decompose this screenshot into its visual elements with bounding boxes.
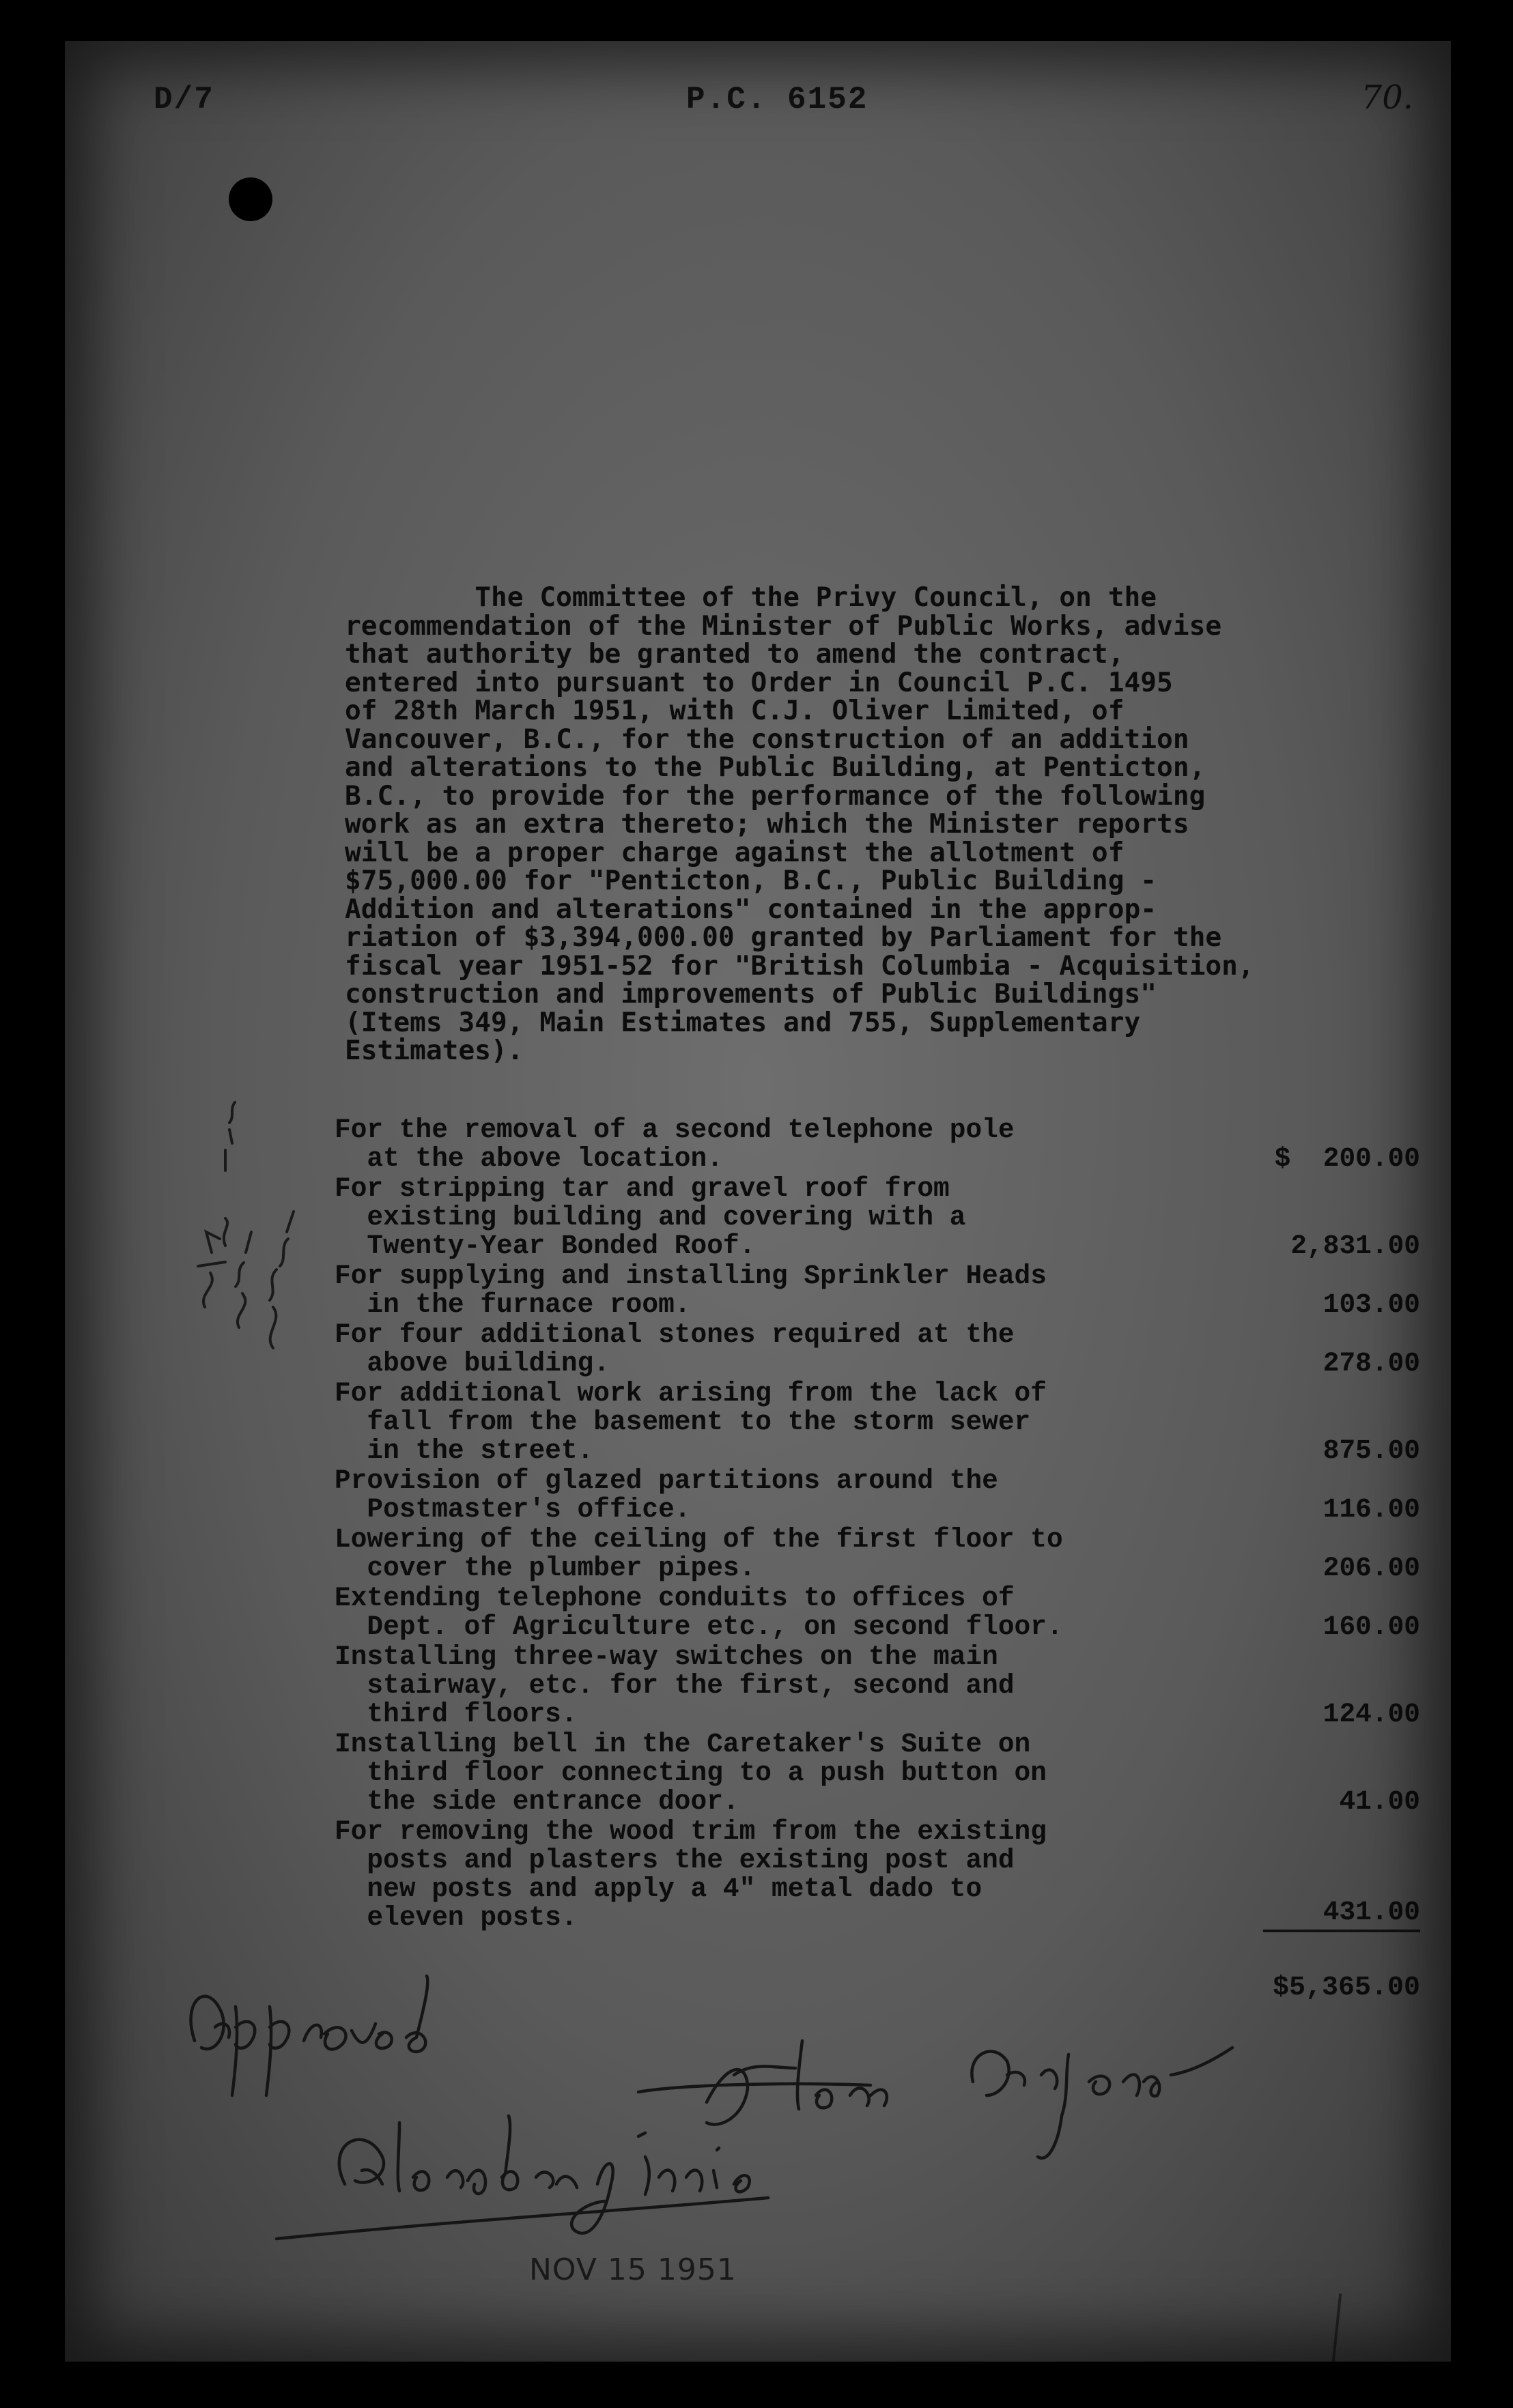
date-stamp: NOV 15 1951 <box>529 2252 737 2287</box>
work-item-description-line: cover the plumber pipes. <box>335 1553 756 1583</box>
work-item-description-line: at the above location. <box>335 1143 723 1174</box>
work-item-amount: 160.00 <box>1323 1611 1420 1642</box>
work-item-amount: 2,831.00 <box>1290 1231 1420 1261</box>
work-item-description-line: Installing bell in the Caretaker's Suite on <box>335 1729 1031 1760</box>
work-item <box>335 1467 1420 1524</box>
work-item-description-line: For stripping tar and gravel roof from <box>335 1173 950 1204</box>
work-item-description-line: existing building and covering with a <box>335 1202 966 1233</box>
file-code: D/7 <box>154 82 214 117</box>
work-item-description-line: above building. <box>335 1348 610 1379</box>
work-item <box>335 1116 1420 1173</box>
document-page <box>65 41 1451 2362</box>
work-item-description-line: third floor connecting to a push button on <box>335 1758 1047 1788</box>
work-item-amount: 124.00 <box>1323 1699 1420 1730</box>
hole-punch-mark <box>229 177 272 221</box>
work-item <box>335 1584 1420 1642</box>
work-item-description-line: third floors. <box>335 1699 578 1730</box>
work-item-description-line: Twenty-Year Bonded Roof. <box>335 1231 756 1261</box>
work-item-description-line: Postmaster's office. <box>335 1494 691 1525</box>
work-item <box>335 1379 1420 1465</box>
work-item-description-line: fall from the basement to the storm sewer <box>335 1407 1031 1437</box>
work-item-description-line: For four additional stones required at the <box>335 1319 1015 1350</box>
work-item-description-line: Installing three-way switches on the main <box>335 1642 998 1672</box>
work-item <box>335 1730 1420 1816</box>
work-item-description-line: in the furnace room. <box>335 1289 691 1320</box>
work-item-amount: 278.00 <box>1323 1348 1420 1379</box>
work-item-amount: 206.00 <box>1323 1553 1420 1583</box>
work-item-description-line: Lowering of the ceiling of the first floor to <box>335 1524 1063 1555</box>
page-number: 70. <box>1361 78 1413 117</box>
work-item-description-line: in the street. <box>335 1435 594 1466</box>
work-item-description-line: new posts and apply a 4" metal dado to <box>335 1874 982 1904</box>
work-item-description-line: stairway, etc. for the first, second and <box>335 1670 1015 1701</box>
work-item-description-line: posts and plasters the existing post and <box>335 1845 1015 1876</box>
work-item-description-line: the side entrance door. <box>335 1786 739 1817</box>
work-item <box>335 1525 1420 1583</box>
work-item <box>335 1643 1420 1729</box>
work-item <box>335 1818 1420 1932</box>
work-item-amount: 103.00 <box>1323 1289 1420 1320</box>
work-item-amount: 431.00 <box>1263 1898 1420 1932</box>
work-item <box>335 1321 1420 1378</box>
margin-note-handwriting <box>178 1048 314 1389</box>
work-item-description-line: For additional work arising from the lack of <box>335 1378 1047 1409</box>
signatures-handwriting <box>119 1966 1348 2252</box>
work-item-amount: 875.00 <box>1323 1435 1420 1466</box>
total-amount: $5,365.00 <box>1272 1973 1420 2003</box>
work-item-amount: 116.00 <box>1323 1494 1420 1525</box>
work-item-amount: 41.00 <box>1339 1786 1420 1817</box>
order-number: P.C. 6152 <box>686 82 868 117</box>
work-item-description-line: For the removal of a second telephone pole <box>335 1115 1015 1145</box>
work-item-description-line: Dept. of Agriculture etc., on second floor. <box>335 1611 1063 1642</box>
order-body-text: The Committee of the Privy Council, on the recommendation of the Minister of Public Works, advise that authority be granted to amend the contract, entered into pursuant to Order in Council P.C. 1495 of 28th March 1951, with C.J. Oliver Limited, of Vancouver, B.C., for the construction of an addition and alterations to the Public Building, at Penticton, B.C., to provide for the performance of the following work as an extra thereto; which the Minister reports will be a proper charge against the allotment of $75,000.00 for "Penticton, B.C., Public Building - Addition and alterations" contained in the approp- riation of $3,394,000.00 granted by Parliament for the fiscal year 1951-52 for "British Columbia - Acquisition, construction and improvements of Public Buildings" (Items 349, Main Estimates and 755, Supplementary Estimates). <box>345 582 1254 1066</box>
work-items-list <box>335 1116 1420 1934</box>
work-item-description-line: Provision of glazed partitions around the <box>335 1465 998 1496</box>
work-item-description-line: eleven posts. <box>335 1902 578 1933</box>
work-item-description-line: Extending telephone conduits to offices of <box>335 1583 1015 1614</box>
work-item-description-line: For supplying and installing Sprinkler Heads <box>335 1261 1047 1291</box>
work-item <box>335 1175 1420 1261</box>
work-item-description-line: For removing the wood trim from the existing <box>335 1816 1047 1847</box>
work-item <box>335 1262 1420 1319</box>
work-item-amount: $ 200.00 <box>1274 1143 1420 1174</box>
paper-crease-mark <box>1331 2293 1342 2362</box>
